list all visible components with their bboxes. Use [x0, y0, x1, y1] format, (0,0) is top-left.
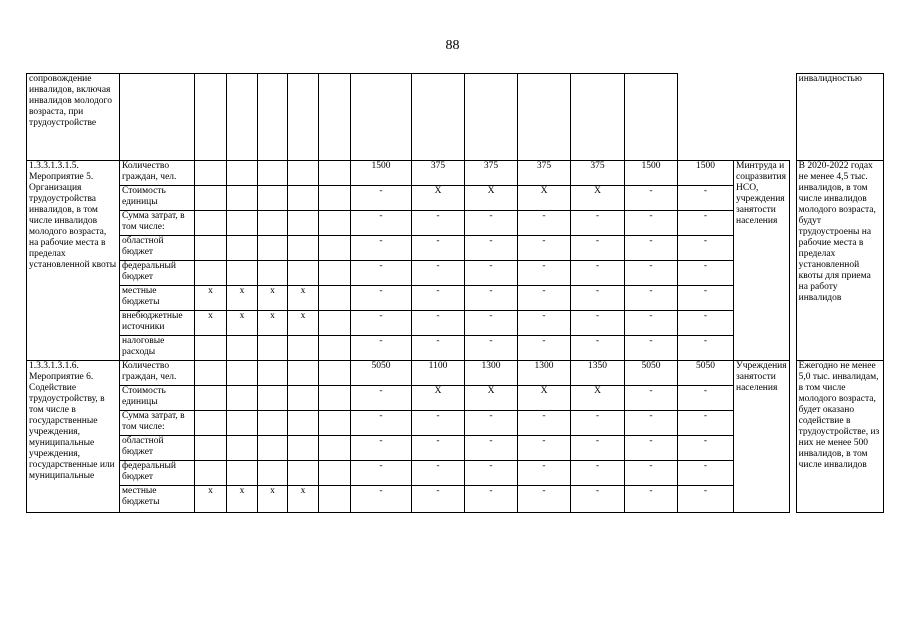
empty-cell: [319, 261, 351, 286]
value-cell: 1100: [412, 361, 465, 386]
value-cell: -: [625, 486, 678, 513]
value-cell: -: [351, 286, 412, 311]
value-cell: Х: [518, 186, 571, 211]
indicator-label: Сумма затрат, в том числе:: [120, 411, 195, 436]
indicator-label: Стоимость единицы: [120, 386, 195, 411]
value-cell: -: [571, 336, 625, 361]
empty-cell: [319, 286, 351, 311]
empty-cell: [319, 361, 351, 386]
value-cell: -: [518, 411, 571, 436]
value-cell: 1300: [518, 361, 571, 386]
table-row: [27, 74, 884, 161]
value-cell: -: [678, 436, 734, 461]
value-cell: -: [625, 411, 678, 436]
indicator-label: федеральный бюджет: [120, 261, 195, 286]
source-mark: [258, 236, 288, 261]
value-cell: -: [518, 311, 571, 336]
empty-cell: [227, 74, 258, 161]
source-mark: [195, 336, 227, 361]
empty-cell: [571, 74, 625, 161]
value-cell: 375: [465, 161, 518, 186]
value-cell: -: [465, 261, 518, 286]
indicator-label: областной бюджет: [120, 236, 195, 261]
source-mark: [227, 261, 258, 286]
value-cell: -: [412, 486, 465, 513]
value-cell: -: [412, 336, 465, 361]
indicator-label: местные бюджеты: [120, 486, 195, 513]
value-cell: -: [571, 311, 625, 336]
source-mark: [258, 336, 288, 361]
gap-cell: [789, 361, 796, 513]
value-cell: -: [412, 311, 465, 336]
empty-cell: [319, 336, 351, 361]
source-mark: х: [227, 286, 258, 311]
value-cell: -: [465, 211, 518, 236]
value-cell: Х: [518, 386, 571, 411]
value-cell: -: [678, 186, 734, 211]
source-mark: [195, 261, 227, 286]
source-mark: [195, 186, 227, 211]
value-cell: -: [518, 211, 571, 236]
value-cell: -: [625, 211, 678, 236]
indicator-label: федеральный бюджет: [120, 461, 195, 486]
result-cell: В 2020-2022 годах не менее 4,5 тыс. инвалидов, в том числе инвалидов молодого возраста, будут трудоустроены на рабочие места в пределах установленной квоты для приема на работу инвалидов: [796, 161, 883, 361]
empty-cell: [412, 74, 465, 161]
value-cell: -: [571, 486, 625, 513]
value-cell: -: [571, 236, 625, 261]
value-cell: 1500: [678, 161, 734, 186]
value-cell: -: [412, 411, 465, 436]
indicator-label: местные бюджеты: [120, 286, 195, 311]
source-mark: х: [288, 311, 319, 336]
value-cell: -: [518, 261, 571, 286]
source-mark: [288, 161, 319, 186]
value-cell: -: [351, 336, 412, 361]
empty-cell: [319, 411, 351, 436]
value-cell: -: [465, 286, 518, 311]
value-cell: -: [625, 336, 678, 361]
source-mark: [195, 361, 227, 386]
empty-cell: [319, 161, 351, 186]
value-cell: 375: [571, 161, 625, 186]
executor-cell: Учреждения занятости населения: [734, 361, 790, 513]
value-cell: 5050: [351, 361, 412, 386]
value-cell: -: [465, 411, 518, 436]
value-cell: -: [625, 436, 678, 461]
value-cell: -: [412, 211, 465, 236]
value-cell: -: [465, 336, 518, 361]
value-cell: 1500: [351, 161, 412, 186]
value-cell: -: [351, 411, 412, 436]
value-cell: -: [351, 186, 412, 211]
source-mark: [195, 236, 227, 261]
source-mark: [195, 411, 227, 436]
empty-cell: [351, 74, 412, 161]
empty-cell: [319, 386, 351, 411]
value-cell: 5050: [625, 361, 678, 386]
empty-cell: [678, 74, 734, 161]
value-cell: -: [518, 336, 571, 361]
source-mark: [227, 211, 258, 236]
value-cell: -: [571, 211, 625, 236]
value-cell: -: [412, 236, 465, 261]
empty-cell: [465, 74, 518, 161]
value-cell: -: [518, 286, 571, 311]
executor-cell: Минтруда и соцразвития НСО, учреждения занятости населения: [734, 161, 790, 361]
value-cell: -: [518, 436, 571, 461]
source-mark: [288, 186, 319, 211]
value-cell: 1300: [465, 361, 518, 386]
value-cell: 375: [518, 161, 571, 186]
value-cell: -: [518, 236, 571, 261]
source-mark: [258, 411, 288, 436]
empty-cell: [319, 186, 351, 211]
source-mark: [258, 386, 288, 411]
measure-title: сопровождение инвалидов, включая инвалидов молодого возраста, при трудоустройстве: [27, 74, 120, 161]
source-mark: [195, 386, 227, 411]
table-row: [27, 161, 884, 186]
value-cell: -: [678, 461, 734, 486]
source-mark: х: [195, 486, 227, 513]
source-mark: [288, 211, 319, 236]
source-mark: [288, 336, 319, 361]
empty-cell: [258, 74, 288, 161]
source-mark: [258, 361, 288, 386]
value-cell: -: [518, 461, 571, 486]
value-cell: Х: [412, 186, 465, 211]
value-cell: 1500: [625, 161, 678, 186]
value-cell: 1350: [571, 361, 625, 386]
value-cell: -: [625, 386, 678, 411]
value-cell: -: [351, 311, 412, 336]
source-mark: [258, 161, 288, 186]
indicator-label: внебюджетные источники: [120, 311, 195, 336]
value-cell: -: [351, 461, 412, 486]
value-cell: -: [571, 436, 625, 461]
value-cell: 5050: [678, 361, 734, 386]
measure-title: 1.3.3.1.3.1.6. Мероприятие 6. Содействие трудоустройству, в том числе в государственные учреждения, муниципальные учреждения, государственные или муниципальные: [27, 361, 120, 513]
source-mark: х: [227, 486, 258, 513]
empty-cell: [319, 436, 351, 461]
value-cell: -: [678, 386, 734, 411]
value-cell: -: [625, 186, 678, 211]
empty-cell: [319, 211, 351, 236]
value-cell: -: [571, 261, 625, 286]
value-cell: -: [465, 486, 518, 513]
value-cell: -: [678, 261, 734, 286]
empty-cell: [120, 74, 195, 161]
indicator-label: Количество граждан, чел.: [120, 361, 195, 386]
gap-cell: [789, 161, 796, 361]
value-cell: -: [678, 236, 734, 261]
value-cell: -: [625, 236, 678, 261]
source-mark: [227, 186, 258, 211]
source-mark: х: [258, 311, 288, 336]
value-cell: -: [571, 286, 625, 311]
value-cell: -: [465, 461, 518, 486]
table-body: [27, 74, 884, 513]
indicator-label: областной бюджет: [120, 436, 195, 461]
empty-cell: [734, 74, 790, 161]
value-cell: Х: [412, 386, 465, 411]
empty-cell: [319, 486, 351, 513]
source-mark: х: [288, 286, 319, 311]
value-cell: -: [571, 411, 625, 436]
result-cell: Ежегодно не менее 5,0 тыс. инвалидам, в том числе молодого возраста, будет оказано содействие в трудоустройстве, из них не менее 500 инвалидов, в том числе инвалидов: [796, 361, 883, 513]
value-cell: -: [351, 236, 412, 261]
indicator-label: налоговые расходы: [120, 336, 195, 361]
source-mark: х: [227, 311, 258, 336]
source-mark: х: [195, 311, 227, 336]
value-cell: -: [678, 336, 734, 361]
source-mark: [227, 461, 258, 486]
empty-cell: [319, 236, 351, 261]
value-cell: Х: [465, 186, 518, 211]
value-cell: -: [678, 311, 734, 336]
source-mark: [195, 161, 227, 186]
value-cell: -: [678, 486, 734, 513]
source-mark: [288, 361, 319, 386]
indicator-label: Стоимость единицы: [120, 186, 195, 211]
table-row: [27, 361, 884, 386]
value-cell: -: [412, 461, 465, 486]
source-mark: х: [258, 286, 288, 311]
measure-title: 1.3.3.1.3.1.5. Мероприятие 5. Организация трудоустройства инвалидов, в том числе инвалидов молодого возраста, на рабочие места в пределах установленной квоты: [27, 161, 120, 361]
value-cell: 375: [412, 161, 465, 186]
value-cell: -: [625, 261, 678, 286]
result-cell: инвалидностью: [796, 74, 883, 161]
source-mark: [288, 461, 319, 486]
value-cell: -: [625, 311, 678, 336]
empty-cell: [288, 74, 319, 161]
empty-cell: [625, 74, 678, 161]
source-mark: [288, 261, 319, 286]
value-cell: -: [571, 461, 625, 486]
source-mark: [258, 211, 288, 236]
source-mark: х: [258, 486, 288, 513]
empty-cell: [319, 74, 351, 161]
value-cell: -: [351, 436, 412, 461]
value-cell: Х: [571, 386, 625, 411]
value-cell: -: [465, 436, 518, 461]
source-mark: [227, 161, 258, 186]
source-mark: [258, 436, 288, 461]
source-mark: [227, 411, 258, 436]
source-mark: [195, 436, 227, 461]
value-cell: -: [351, 261, 412, 286]
value-cell: -: [351, 386, 412, 411]
value-cell: -: [412, 436, 465, 461]
indicator-label: Сумма затрат, в том числе:: [120, 211, 195, 236]
value-cell: -: [351, 211, 412, 236]
value-cell: -: [412, 261, 465, 286]
source-mark: [258, 261, 288, 286]
source-mark: [195, 461, 227, 486]
page-number: 88: [445, 38, 460, 53]
source-mark: [288, 386, 319, 411]
source-mark: х: [288, 486, 319, 513]
value-cell: -: [678, 286, 734, 311]
empty-cell: [195, 74, 227, 161]
value-cell: Х: [571, 186, 625, 211]
value-cell: -: [625, 286, 678, 311]
source-mark: [288, 236, 319, 261]
value-cell: -: [625, 461, 678, 486]
program-table: [26, 73, 884, 513]
source-mark: [258, 186, 288, 211]
empty-cell: [319, 311, 351, 336]
source-mark: [195, 211, 227, 236]
gap-cell: [789, 74, 796, 161]
source-mark: [227, 386, 258, 411]
source-mark: [288, 436, 319, 461]
empty-cell: [518, 74, 571, 161]
source-mark: [288, 411, 319, 436]
source-mark: [227, 236, 258, 261]
source-mark: [227, 361, 258, 386]
value-cell: -: [518, 486, 571, 513]
source-mark: [227, 436, 258, 461]
source-mark: х: [195, 286, 227, 311]
value-cell: Х: [465, 386, 518, 411]
value-cell: -: [465, 236, 518, 261]
value-cell: -: [412, 286, 465, 311]
value-cell: -: [678, 411, 734, 436]
value-cell: -: [465, 311, 518, 336]
source-mark: [227, 336, 258, 361]
source-mark: [258, 461, 288, 486]
empty-cell: [319, 461, 351, 486]
indicator-label: Количество граждан, чел.: [120, 161, 195, 186]
value-cell: -: [351, 486, 412, 513]
value-cell: -: [678, 211, 734, 236]
